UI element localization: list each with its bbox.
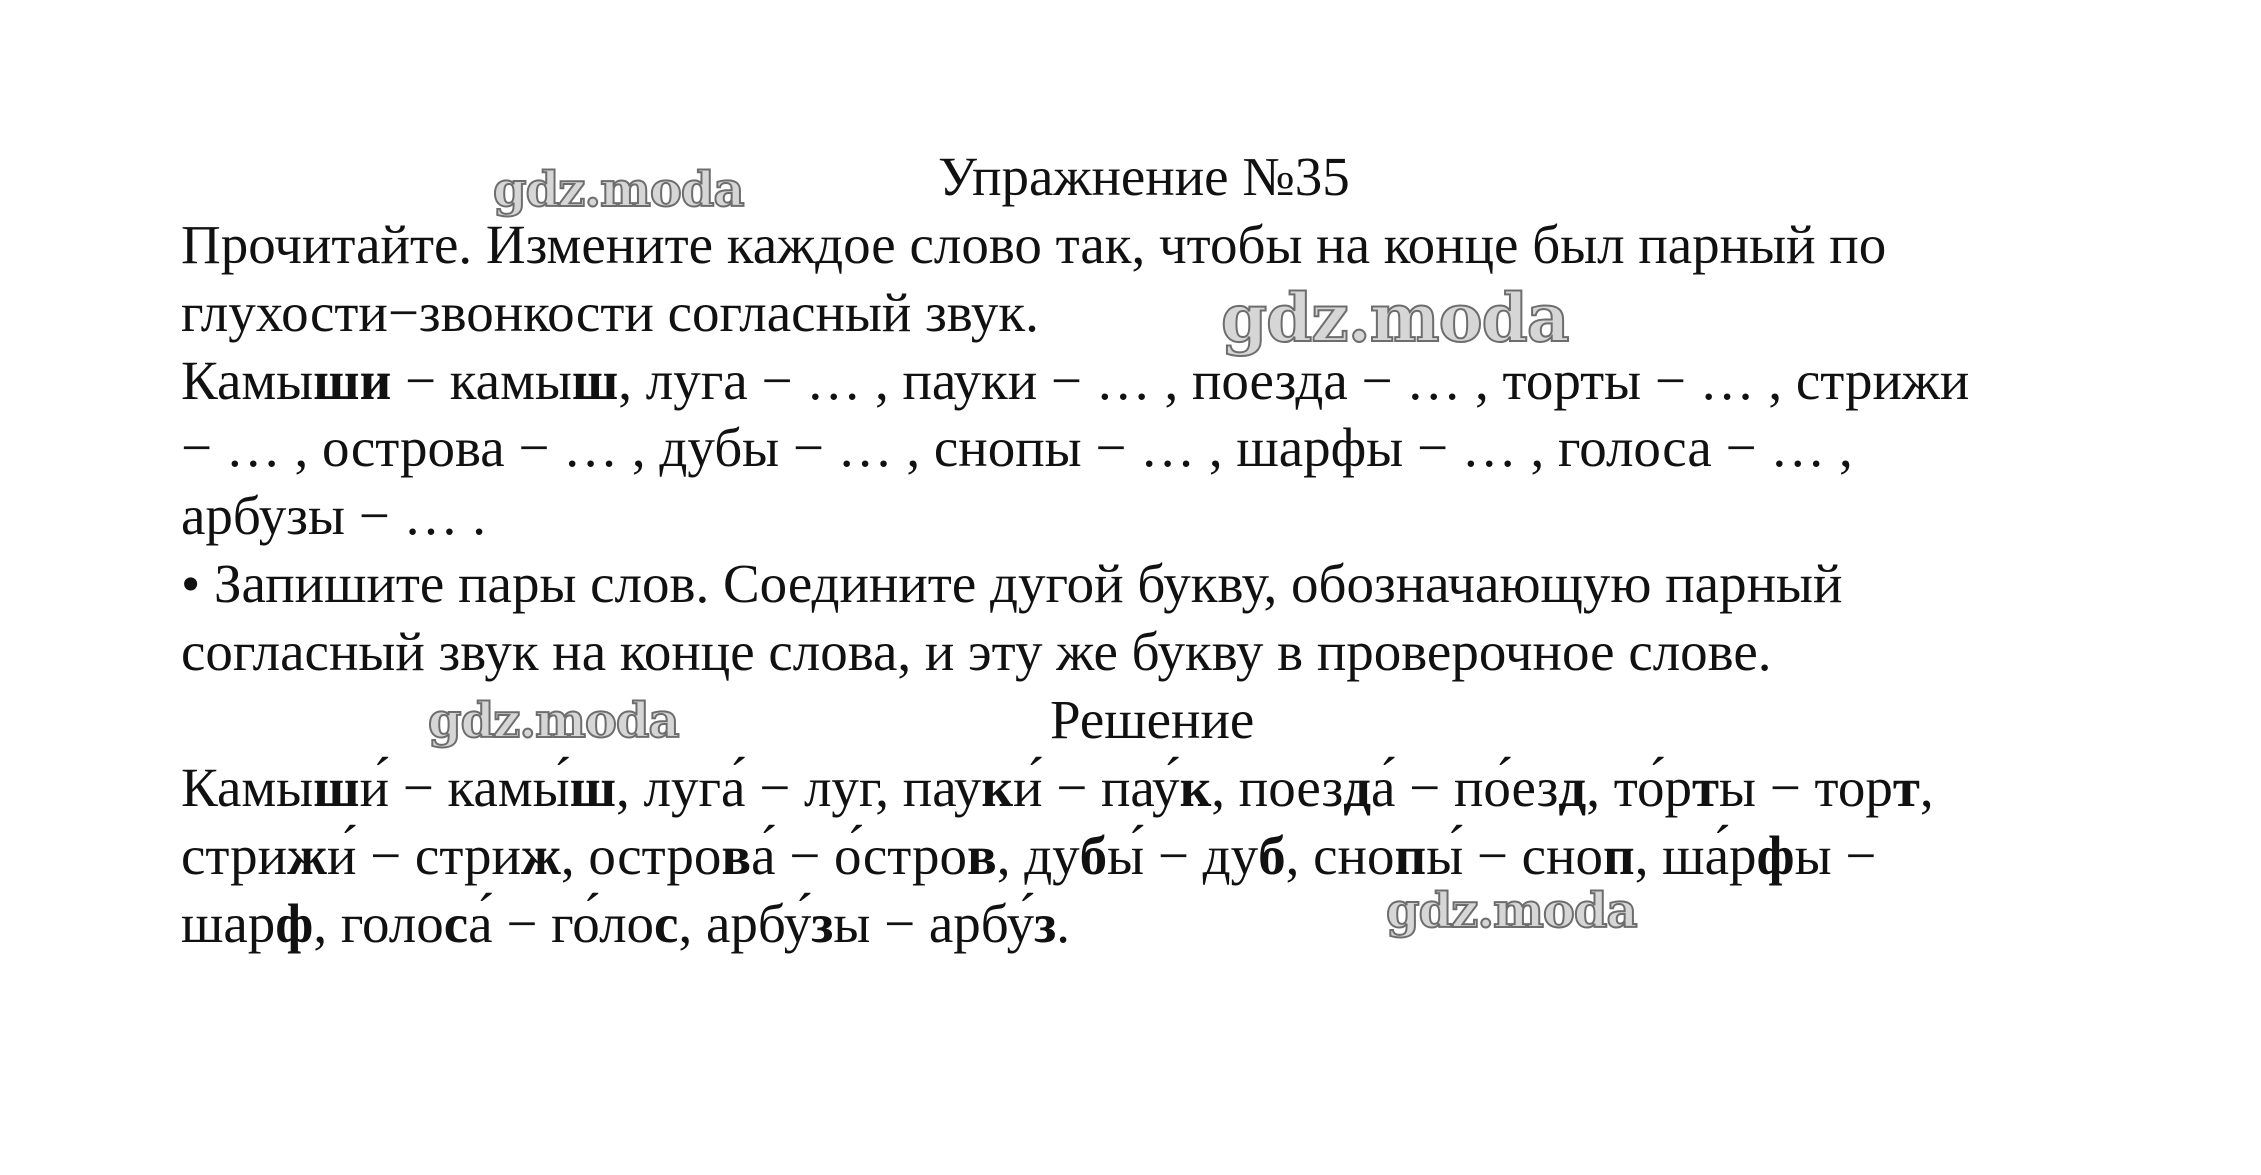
instruction-line-1: • Запишите пары слов. Соедините дугой букву, обозначающую парный [181, 553, 1843, 614]
bold-letter: с [654, 893, 679, 954]
bold-letter: ши [313, 350, 392, 411]
solution-line-1 [181, 754, 1934, 822]
bold-letter: ш [313, 757, 360, 818]
bold-letter: з [1034, 893, 1057, 954]
text-segment: , пау [875, 757, 982, 818]
text-segment: ы − арбу́ [833, 893, 1035, 954]
exercise-title: Упражнение №35 [938, 146, 1350, 207]
bold-letter: ж [287, 825, 327, 886]
text-segment: и́ − камы́ [359, 757, 570, 818]
text-segment: , поез [1211, 757, 1344, 818]
watermark: gdz.moda [1386, 883, 1637, 939]
text-segment: − камы [391, 350, 572, 411]
example-line-2: − … , острова − … , дубы − … , снопы − … , шарфы − … , голоса − … , [181, 417, 1853, 478]
bold-letter: к [1179, 757, 1212, 818]
bold-letter: с [443, 893, 469, 954]
bold-letter: ж [520, 825, 561, 886]
text-segment: ы − тор [1719, 757, 1893, 818]
task-line-1: Прочитайте. Измените каждое слово так, чтобы на конце был парный по [181, 214, 1887, 275]
text-segment: а́ − луг [721, 757, 876, 818]
bold-letter: д [1558, 757, 1587, 818]
text-segment: ы́ − ду [1107, 825, 1259, 886]
bold-letter: ш [569, 757, 617, 818]
text-segment: , остро [560, 825, 722, 886]
text-segment: Камы [181, 350, 314, 411]
text-segment: , голо [313, 893, 444, 954]
bold-letter: ш [571, 350, 619, 411]
solution-line-2 [181, 822, 1876, 890]
bold-letter: ф [1756, 825, 1795, 886]
task-line-2: глухости−звонкости согласный звук. [181, 282, 1039, 343]
text-segment: . [1056, 893, 1070, 954]
text-segment: и́ − стри [326, 825, 521, 886]
watermark: gdz.moda [1221, 279, 1569, 357]
text-segment: Камы [181, 757, 314, 818]
bold-letter: п [1394, 825, 1427, 886]
bold-letter: в [721, 825, 752, 886]
text-segment: и́ − пау́ [1013, 757, 1180, 818]
text-segment: , луг [616, 757, 722, 818]
watermark: gdz.moda [493, 162, 744, 218]
bold-letter: з [811, 893, 834, 954]
watermark: gdz.moda [428, 693, 679, 749]
text-segment: шар [181, 893, 276, 954]
text-segment: стри [181, 825, 288, 886]
text-segment: , арбу́ [678, 893, 812, 954]
bold-letter: б [1079, 825, 1108, 886]
text-segment: , луга − … , пауки − … , поезда − … , торты − … , стрижи [618, 350, 1970, 411]
instruction-line-2: согласный звук на конце слова, и эту же букву в проверочное слове. [181, 621, 1772, 682]
text-segment: ы − [1794, 825, 1877, 886]
text-segment: , сно [1285, 825, 1395, 886]
bold-letter: к [981, 757, 1014, 818]
bold-letter: в [966, 825, 997, 886]
bold-letter: п [1603, 825, 1635, 886]
bold-letter: б [1258, 825, 1286, 886]
solution-line-3 [181, 890, 1070, 958]
solution-heading: Решение [1050, 689, 1255, 750]
bold-letter: т [1692, 757, 1720, 818]
bold-letter: т [1892, 757, 1920, 818]
text-segment: , ду [996, 825, 1080, 886]
text-segment: а́ − по́ез [1371, 757, 1559, 818]
text-segment: а́ − го́ло [468, 893, 655, 954]
example-line-3: арбузы − … . [181, 485, 486, 546]
text-segment: ы́ − сно [1426, 825, 1604, 886]
text-segment: а́ − о́стро [751, 825, 967, 886]
text-segment: , ша́р [1634, 825, 1757, 886]
bold-letter: д [1343, 757, 1372, 818]
text-segment: , то́р [1586, 757, 1692, 818]
example-line-1 [181, 347, 1969, 415]
bold-letter: ф [275, 893, 314, 954]
text-segment: , [1919, 757, 1934, 818]
